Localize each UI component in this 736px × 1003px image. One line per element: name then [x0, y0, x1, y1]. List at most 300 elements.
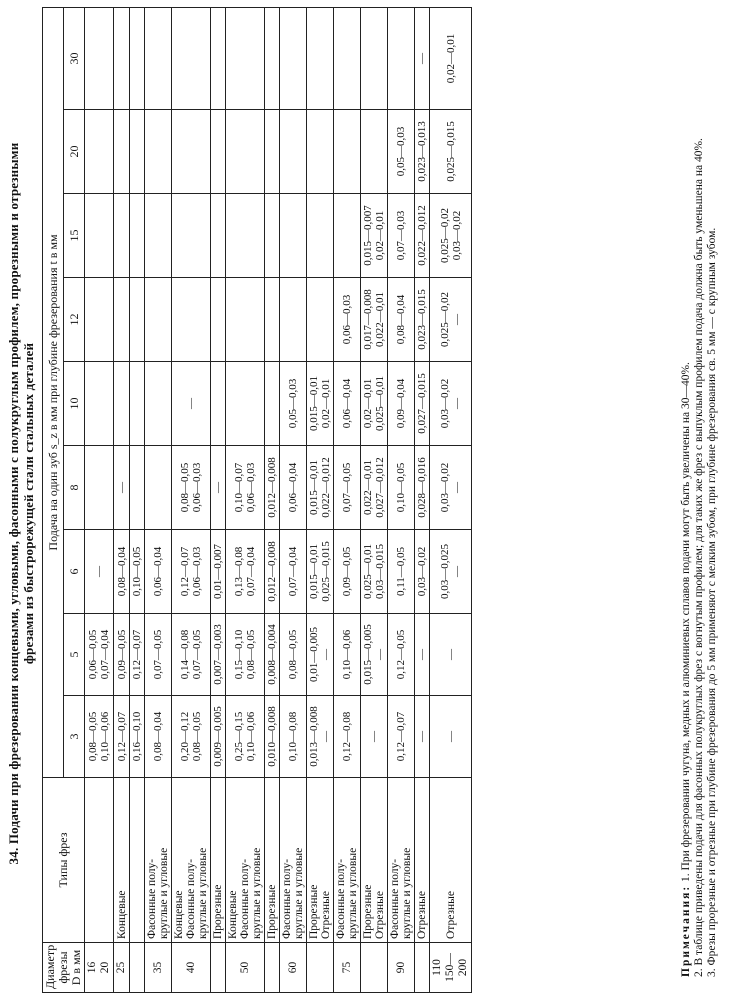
- table-row: [226, 7, 265, 992]
- feed-cell-15: [114, 194, 130, 278]
- type-cell: [334, 778, 361, 943]
- feed-cell-5: [211, 614, 226, 696]
- cell-line: 0,12—0,07: [131, 629, 143, 680]
- feed-cell-8: [388, 446, 415, 530]
- feed-cell-5: [265, 614, 280, 696]
- feed-cell-12: [114, 278, 130, 362]
- cell-line: 0,023—0,013: [416, 121, 428, 182]
- cell-line: 0,06—0,03: [191, 462, 203, 513]
- feed-cell-5: [307, 614, 334, 696]
- feed-cell-20: [388, 110, 415, 194]
- feed-cell-20: [361, 110, 388, 194]
- feed-cell-6: [211, 530, 226, 614]
- feed-cell-15: [85, 194, 114, 278]
- table-body: [85, 7, 472, 992]
- cell-line: —: [368, 731, 380, 742]
- feed-cell-5: [85, 614, 114, 696]
- feed-cell-5: [334, 614, 361, 696]
- cell-line: 0,08—0,04: [152, 711, 164, 762]
- feed-cell-12: [265, 278, 280, 362]
- cell-line: 0,10—0,06: [341, 629, 353, 680]
- feed-cell-20: [334, 110, 361, 194]
- feed-cell-6: [415, 530, 430, 614]
- feed-cell-12: [130, 278, 145, 362]
- feed-cell-5: [114, 614, 130, 696]
- feed-cell-8: [211, 446, 226, 530]
- feed-cell-8: [361, 446, 388, 530]
- cell-line: 0,07—0,04: [99, 629, 111, 680]
- feed-cell-20: [280, 110, 307, 194]
- feed-cell-30: [388, 7, 415, 109]
- cell-line: 0,015—0,005: [362, 624, 374, 685]
- cell-line: 0,06—0,03: [245, 462, 257, 513]
- feed-cell-6: [280, 530, 307, 614]
- feed-cell-12: [145, 278, 172, 362]
- feed-cell-10: [145, 362, 172, 446]
- cell-line: 0,14—0,08: [179, 629, 191, 680]
- cell-line: 0,06—0,05: [87, 629, 99, 680]
- feed-cell-20: [114, 110, 130, 194]
- cell-line: Фасонные полу-: [239, 858, 251, 939]
- feed-cell-10: [226, 362, 265, 446]
- cell-line: Фасонные полу-: [335, 858, 347, 939]
- depth-header-6: 6: [64, 530, 85, 614]
- cell-line: 0,09—0,04: [395, 378, 407, 429]
- cell-line: 25: [115, 961, 127, 974]
- cell-line: 0,08—0,05: [191, 711, 203, 762]
- feed-cell-15: [145, 194, 172, 278]
- cell-line: 0,03—0,02: [438, 378, 451, 429]
- cell-line: Отрезные: [374, 891, 386, 939]
- feed-cell-20: [415, 110, 430, 194]
- cell-line: 0,11—0,05: [395, 546, 407, 597]
- cell-line: 0,025—0,01: [362, 544, 374, 599]
- feed-cell-3: [334, 696, 361, 778]
- cell-line: 0,07—0,04: [245, 546, 257, 597]
- table-title: [6, 16, 36, 991]
- table-row: [172, 7, 211, 992]
- diameter-cell: [145, 943, 172, 993]
- cell-line: 0,02—0,01: [362, 378, 374, 429]
- feed-cell-30: [265, 7, 280, 109]
- type-cell: [265, 778, 280, 943]
- feed-cell-10: [130, 362, 145, 446]
- feed-cell-30: [145, 7, 172, 109]
- cell-line: 0,08—0,05: [179, 462, 191, 513]
- feed-cell-8: [415, 446, 430, 530]
- feed-cell-20: [211, 110, 226, 194]
- cell-line: Прорезные: [212, 884, 224, 939]
- cell-line: 0,025—0,02: [438, 208, 451, 263]
- feed-cell-3: [172, 696, 211, 778]
- diameter-cell: [430, 943, 472, 993]
- diameter-cell: [280, 943, 307, 993]
- feed-cell-3: [415, 696, 430, 778]
- cell-line: 0,08—0,05: [87, 711, 99, 762]
- header-diameter: Диаметр фрезы D в мм: [43, 943, 85, 993]
- feed-cell-5: [430, 614, 472, 696]
- cell-line: 0,06—0,04: [152, 546, 164, 597]
- cell-line: 0,025—0,01: [374, 376, 386, 431]
- cell-line: —: [450, 566, 463, 577]
- feed-cell-10: [85, 362, 114, 446]
- cell-line: 0,012—0,008: [266, 457, 278, 518]
- feed-cell-3: [307, 696, 334, 778]
- cell-line: 0,08—0,05: [287, 629, 299, 680]
- feed-cell-30: [85, 7, 114, 109]
- feed-cell-10: [114, 362, 130, 446]
- note-3: 3. Фрезы прорезные и отрезные при глубине фрезерования до 5 мм применяют с мелким зубом, при глубине фрезерования св. 5 мм — с крупным зубом.: [706, 227, 718, 977]
- cell-line: —: [212, 482, 224, 493]
- cell-line: 0,05—0,03: [395, 126, 407, 177]
- feed-cell-8: [265, 446, 280, 530]
- feed-cell-8: [114, 446, 130, 530]
- cell-line: 0,12—0,05: [395, 629, 407, 680]
- cell-line: —: [416, 52, 428, 64]
- depth-header-30: 30: [64, 7, 85, 109]
- cell-line: 50: [238, 961, 251, 974]
- feed-cell-8: [334, 446, 361, 530]
- cell-line: 0,02—0,01: [444, 33, 457, 84]
- feed-cell-10: [265, 362, 280, 446]
- feed-cell-3: [211, 696, 226, 778]
- cell-line: 0,08—0,04: [395, 294, 407, 345]
- cell-line: Прорезные: [266, 884, 278, 939]
- cell-line: 0,08—0,05: [245, 629, 257, 680]
- feed-cell-12: [307, 278, 334, 362]
- table-row: [265, 7, 280, 992]
- cell-line: 0,12—0,07: [179, 546, 191, 597]
- feed-cell-6: [114, 530, 130, 614]
- feed-cell-6: [307, 530, 334, 614]
- feed-cell-3: [280, 696, 307, 778]
- feed-cell-12: [226, 278, 265, 362]
- cell-line: Концевые: [115, 890, 128, 939]
- feed-cell-6: [334, 530, 361, 614]
- feed-cell-8: [130, 446, 145, 530]
- cell-line: 0,03—0,025: [438, 544, 451, 599]
- diameter-cell: [211, 943, 226, 993]
- feed-cell-30: [307, 7, 334, 109]
- cell-line: 0,03—0,02: [416, 546, 428, 597]
- diameter-cell: [172, 943, 211, 993]
- table-row: [430, 7, 472, 992]
- feed-cell-30: [361, 7, 388, 109]
- cell-line: 0,015—0,007: [362, 205, 374, 266]
- feed-cell-6: [265, 530, 280, 614]
- feed-cell-3: [114, 696, 130, 778]
- table-row: [211, 7, 226, 992]
- cell-line: 0,025—0,015: [444, 121, 457, 182]
- table-row: [85, 7, 114, 992]
- feed-cell-12: [334, 278, 361, 362]
- feed-cell-8: [226, 446, 265, 530]
- depth-header-5: 5: [64, 614, 85, 696]
- feed-cell-5: [145, 614, 172, 696]
- cell-line: 150—200: [444, 953, 469, 982]
- header-feed: Подача на один зуб s_z в мм при глубине фрезерования t в мм: [43, 7, 64, 777]
- feed-cell-5: [280, 614, 307, 696]
- cell-line: 0,027—0,015: [416, 373, 428, 434]
- feed-cell-12: [280, 278, 307, 362]
- cell-line: 0,06—0,04: [341, 378, 353, 429]
- feed-cell-15: [361, 194, 388, 278]
- cell-line: —: [450, 398, 463, 409]
- type-cell: [226, 778, 265, 943]
- cell-line: 0,08—0,04: [115, 546, 128, 597]
- feed-cell-8: [307, 446, 334, 530]
- type-cell: [114, 778, 130, 943]
- cell-line: 0,022—0,012: [320, 457, 332, 518]
- cell-line: 0,01—0,005: [308, 627, 320, 682]
- cell-line: 0,06—0,03: [341, 294, 353, 345]
- feed-cell-5: [361, 614, 388, 696]
- feed-cell-20: [172, 110, 211, 194]
- type-cell: [430, 778, 472, 943]
- cell-line: Фасонные полу-: [185, 858, 197, 939]
- cell-line: 0,025—0,02: [438, 292, 451, 347]
- cell-line: 0,007—0,003: [212, 624, 224, 685]
- feed-cell-6: [361, 530, 388, 614]
- cell-line: —: [115, 482, 128, 493]
- feed-cell-6: [172, 530, 211, 614]
- diameter-cell: [226, 943, 265, 993]
- feed-cell-6: [85, 530, 114, 614]
- cell-line: 0,009—0,005: [212, 706, 224, 767]
- cell-line: 40: [184, 961, 197, 974]
- feed-cell-5: [388, 614, 415, 696]
- cell-line: —: [93, 566, 105, 577]
- feed-cell-20: [430, 110, 472, 194]
- feed-cell-30: [130, 7, 145, 109]
- cell-line: 0,10—0,06: [245, 711, 257, 762]
- feed-cell-6: [388, 530, 415, 614]
- feed-cell-10: [172, 362, 211, 446]
- feed-cell-20: [145, 110, 172, 194]
- feed-cell-20: [307, 110, 334, 194]
- diameter-cell: [415, 943, 430, 993]
- type-cell: [172, 778, 211, 943]
- cell-line: 0,03—0,02: [438, 462, 451, 513]
- cell-line: 90: [394, 961, 407, 974]
- cell-line: 0,027—0,012: [374, 457, 386, 518]
- cell-line: 0,013—0,008: [308, 706, 320, 767]
- feed-cell-15: [307, 194, 334, 278]
- cell-line: 35: [151, 961, 164, 974]
- table-row: [114, 7, 130, 992]
- cell-line: круглые и угловые: [158, 847, 170, 939]
- cell-line: 0,06—0,03: [191, 546, 203, 597]
- cell-line: —: [374, 649, 386, 660]
- type-cell: [130, 778, 145, 943]
- cell-line: 0,06—0,04: [287, 462, 299, 513]
- feed-cell-5: [226, 614, 265, 696]
- cell-line: —: [450, 314, 463, 325]
- depth-header-3: 3: [64, 696, 85, 778]
- type-cell: [388, 778, 415, 943]
- cell-line: Отрезные: [416, 891, 428, 939]
- cell-line: —: [450, 482, 463, 493]
- cell-line: Прорезные: [308, 884, 320, 939]
- table-row: [361, 7, 388, 992]
- feed-cell-6: [226, 530, 265, 614]
- cell-line: 0,07—0,04: [287, 546, 299, 597]
- type-cell: [145, 778, 172, 943]
- cell-line: 0,07—0,05: [191, 629, 203, 680]
- title-line-1: 34. Подачи при фрезеровании концевыми, угловыми, фасонными с полукруглым профилем, прорезными и отрезными: [6, 142, 21, 865]
- table-row: [334, 7, 361, 992]
- feed-cell-20: [130, 110, 145, 194]
- cell-line: 0,022—0,01: [374, 292, 386, 347]
- feed-cell-3: [265, 696, 280, 778]
- cell-line: 0,10—0,07: [233, 462, 245, 513]
- type-cell: [415, 778, 430, 943]
- feed-cell-12: [415, 278, 430, 362]
- cell-line: 0,07—0,05: [152, 629, 164, 680]
- feed-cell-3: [130, 696, 145, 778]
- cell-line: 0,02—0,01: [320, 378, 332, 429]
- cell-line: —: [444, 649, 457, 660]
- feed-cell-5: [415, 614, 430, 696]
- feed-cell-15: [388, 194, 415, 278]
- diameter-cell: [85, 943, 114, 993]
- feed-cell-12: [172, 278, 211, 362]
- feed-cell-15: [211, 194, 226, 278]
- feed-cell-12: [85, 278, 114, 362]
- feed-cell-10: [280, 362, 307, 446]
- feed-cell-12: [388, 278, 415, 362]
- feed-cell-6: [130, 530, 145, 614]
- cell-line: —: [185, 398, 197, 409]
- cell-line: 0,017—0,008: [362, 289, 374, 350]
- cell-line: круглые и угловые: [401, 847, 413, 939]
- cell-line: 20: [99, 961, 111, 974]
- feed-cell-30: [211, 7, 226, 109]
- diameter-cell: [265, 943, 280, 993]
- notes: [680, 16, 719, 991]
- feed-cell-10: [415, 362, 430, 446]
- cell-line: 0,12—0,08: [341, 711, 353, 762]
- cell-line: круглые и угловые: [251, 847, 263, 939]
- feed-cell-15: [280, 194, 307, 278]
- note-2: 2. В таблице приведены подачи для фасонных полукруглых фрез с вогнутым профилем; для таких же фрез с выпуклым профилем подача должна быть уменьшена на 40%.: [693, 138, 705, 977]
- table-row: [307, 7, 334, 992]
- cell-line: —: [320, 731, 332, 742]
- feed-cell-8: [85, 446, 114, 530]
- note-1-text: 1. При фрезеровании чугуна, медных и алюминиевых сплавов подачи могут быть увеличены на 30—40%.: [680, 362, 692, 882]
- feed-cell-8: [280, 446, 307, 530]
- cell-line: Прорезные: [362, 884, 374, 939]
- cell-line: 0,01—0,007: [212, 544, 224, 599]
- cell-line: —: [320, 649, 332, 660]
- cell-line: 75: [340, 961, 353, 974]
- cell-line: 0,12—0,07: [395, 711, 407, 762]
- table-row: [280, 7, 307, 992]
- feed-cell-30: [280, 7, 307, 109]
- feed-table: [42, 7, 472, 993]
- title-line-2: фрезами из быстрорежущей стали стальных деталей: [21, 342, 36, 665]
- cell-line: Фасонные полу-: [146, 858, 158, 939]
- feed-cell-15: [265, 194, 280, 278]
- cell-line: 0,03—0,015: [374, 544, 386, 599]
- cell-line: 0,02—0,01: [374, 210, 386, 261]
- cell-line: 0,25—0,15: [233, 711, 245, 762]
- feed-cell-30: [226, 7, 265, 109]
- diameter-cell: [307, 943, 334, 993]
- cell-line: 0,03—0,02: [450, 210, 463, 261]
- feed-cell-3: [226, 696, 265, 778]
- feed-cell-6: [430, 530, 472, 614]
- diameter-cell: [361, 943, 388, 993]
- cell-line: 0,10—0,06: [99, 711, 111, 762]
- feed-cell-30: [172, 7, 211, 109]
- cell-line: 0,015—0,01: [308, 544, 320, 599]
- feed-cell-30: [114, 7, 130, 109]
- feed-cell-15: [172, 194, 211, 278]
- depth-header-10: 10: [64, 362, 85, 446]
- cell-line: 0,022—0,012: [416, 205, 428, 266]
- cell-line: 0,012—0,008: [266, 541, 278, 602]
- feed-cell-5: [130, 614, 145, 696]
- type-cell: [280, 778, 307, 943]
- cell-line: 0,09—0,05: [341, 546, 353, 597]
- depth-header-20: 20: [64, 110, 85, 194]
- cell-line: 60: [286, 961, 299, 974]
- cell-line: круглые и угловые: [347, 847, 359, 939]
- cell-line: 0,015—0,01: [308, 460, 320, 515]
- feed-cell-20: [265, 110, 280, 194]
- type-cell: [307, 778, 334, 943]
- depth-header-15: 15: [64, 194, 85, 278]
- feed-cell-15: [415, 194, 430, 278]
- diameter-cell: [130, 943, 145, 993]
- table-row: [388, 7, 415, 992]
- feed-cell-15: [130, 194, 145, 278]
- feed-cell-10: [211, 362, 226, 446]
- feed-cell-8: [430, 446, 472, 530]
- feed-cell-30: [415, 7, 430, 109]
- cell-line: Концевые: [173, 890, 185, 939]
- feed-cell-5: [172, 614, 211, 696]
- cell-line: круглые и угловые: [197, 847, 209, 939]
- feed-cell-15: [430, 194, 472, 278]
- type-cell: [361, 778, 388, 943]
- table-row: [145, 7, 172, 992]
- note-1: [680, 16, 693, 991]
- cell-line: 0,07—0,05: [341, 462, 353, 513]
- cell-line: 0,008—0,004: [266, 624, 278, 685]
- cell-line: 0,13—0,08: [233, 546, 245, 597]
- feed-cell-6: [145, 530, 172, 614]
- diameter-cell: [334, 943, 361, 993]
- cell-line: 0,20—0,12: [179, 711, 191, 762]
- cell-line: 0,07—0,03: [395, 210, 407, 261]
- cell-line: —: [416, 731, 428, 742]
- cell-line: 0,025—0,015: [320, 541, 332, 602]
- cell-line: 0,09—0,05: [115, 629, 128, 680]
- cell-line: 0,05—0,03: [287, 378, 299, 429]
- cell-line: круглые и угловые: [293, 847, 305, 939]
- feed-cell-3: [430, 696, 472, 778]
- feed-cell-10: [361, 362, 388, 446]
- feed-cell-12: [361, 278, 388, 362]
- cell-line: Фасонные полу-: [281, 858, 293, 939]
- feed-cell-8: [145, 446, 172, 530]
- feed-cell-12: [430, 278, 472, 362]
- type-cell: [85, 778, 114, 943]
- feed-cell-20: [85, 110, 114, 194]
- depth-header-12: 12: [64, 278, 85, 362]
